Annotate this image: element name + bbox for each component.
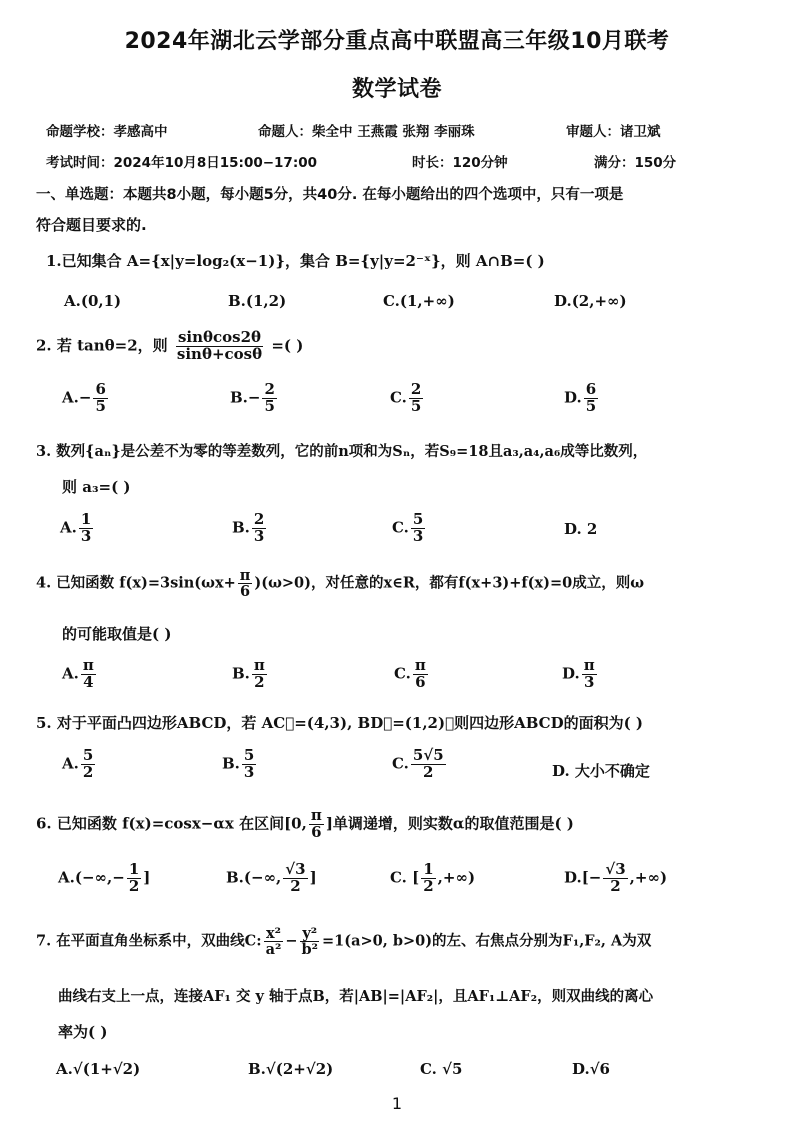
school-label: 命题学校：孝感高中 [46,124,168,140]
q3-option-d: D. 2 [564,520,598,538]
question-7-stem: 7. 在平面直角坐标系中，双曲线C: $\frac{\text{x²}}{\text{a²}}$ − $\frac{\text{y²}}{\text{b²}}$ =1(a>0, b>0)的左、右焦点分别为F₁,F₂, A为双 [36,925,652,959]
question-3-stem: 3. 数列{aₙ}是公差不为零的等差数列，它的前n项和为Sₙ，若S₉=18且a₃,a₄,a₆成等比数列， [36,443,648,460]
q4-option-a: A. $\frac{\pi}{4}$ [62,656,94,691]
q2-option-a: A.− $\frac{6}{5}$ [62,380,106,415]
q2-option-c: C. $\frac{2}{5}$ [390,380,422,415]
q2-option-b: B.− $\frac{2}{5}$ [230,380,275,415]
question-2-stem: 2. 若 tanθ=2，则 $\frac{\sin\theta\cos 2\theta}{\sin\theta+\cos\theta}$ =( ) [36,328,304,363]
question-6-stem: 6. 已知函数 f(x)=cosx−αx 在区间[0, $\frac{\pi}{6}$ ]单调递增，则实数α的取值范围是( ) [36,806,574,841]
q3-option-a: A. $\frac{1}{3}$ [60,510,92,545]
score-label: 满分：150分 [594,155,677,171]
q5-option-b: B. $\frac{5}{3}$ [222,746,255,781]
q6-option-d: D.[− $\frac{√3}{2}$ ,+∞) [564,860,668,895]
question-3-stem-2: 则 a₃=( ) [62,478,131,496]
question-4-stem-2: 的可能取值是( ) [62,625,172,643]
authors-label: 命题人：柴全中 王燕霞 张翔 李丽珠 [258,124,475,140]
q6-option-a: A.(−∞,− $\frac{1}{2}$ ] [58,860,151,895]
exam-subtitle: 数学试卷 [351,77,442,102]
q6-option-c: C. [ $\frac{1}{2}$ ,+∞) [390,860,476,895]
q6-option-b: B.(−∞, $\frac{√3}{2}$ ] [226,860,317,895]
exam-title: 2024年湖北云学部分重点高中联盟高三年级10月联考 [124,29,670,54]
question-5-stem: 5. 对于平面凸四边形ABCD，若 AC⃗=(4,3), BD⃗=(1,2)，则四边形ABCD的面积为( ) [36,714,644,732]
q5-option-d: D. 大小不确定 [552,762,650,780]
question-4-stem: 4. 已知函数 f(x)=3sin(ωx+ $\frac{\pi}{6}$ )(ω>0)，对任意的x∈R，都有f(x+3)+f(x)=0成立，则ω [36,567,645,601]
reviewer-label: 审题人：诸卫斌 [566,124,661,140]
q2-option-d: D. $\frac{6}{5}$ [564,380,597,415]
q4-option-c: C. $\frac{\pi}{6}$ [394,656,426,691]
section-instruction-2: 符合题目要求的. [36,216,147,234]
duration-label: 时长：120分钟 [412,155,508,171]
question-7-stem-3: 率为( ) [58,1023,108,1041]
q7-option-b: B.√(2+√2) [248,1060,334,1078]
q1-option-c: C.(1,+∞) [383,292,455,310]
q5-option-a: A. $\frac{5}{2}$ [62,746,94,781]
q4-option-d: D. $\frac{\pi}{3}$ [562,656,595,691]
section-instruction-1: 一、单选题：本题共8小题，每小题5分，共40分. 在每小题给出的四个选项中，只有一项是 [36,187,624,203]
q3-option-b: B. $\frac{2}{3}$ [232,510,265,545]
q1-option-a: A.(0,1) [64,292,122,310]
q7-option-d: D.√6 [572,1060,610,1078]
q7-option-a: A.√(1+√2) [56,1060,141,1078]
q2-fraction: $\frac{\sin\theta\cos 2\theta}{\sin\theta+\cos\theta}$ [176,328,263,363]
exam-time-label: 考试时间：2024年10月8日15:00−17:00 [46,155,318,171]
q3-option-c: C. $\frac{5}{3}$ [392,510,424,545]
q1-option-d: D.(2,+∞) [554,292,627,310]
q5-option-c: C. $\frac{5√5}{2}$ [392,746,444,781]
question-1-stem: 1.已知集合 A={x|y=log₂(x−1)}，集合 B={y|y=2⁻ˣ}，则 A∩B=( ) [46,252,545,270]
q1-option-b: B.(1,2) [228,292,287,310]
question-7-stem-2: 曲线右支上一点，连接AF₁ 交 y 轴于点B，若|AB|=|AF₂|，且AF₁⊥AF₂，则双曲线的离心 [58,988,654,1005]
page-number: 1 [391,1094,403,1113]
q7-option-c: C. √5 [420,1060,463,1078]
q4-option-b: B. $\frac{\pi}{2}$ [232,656,265,691]
